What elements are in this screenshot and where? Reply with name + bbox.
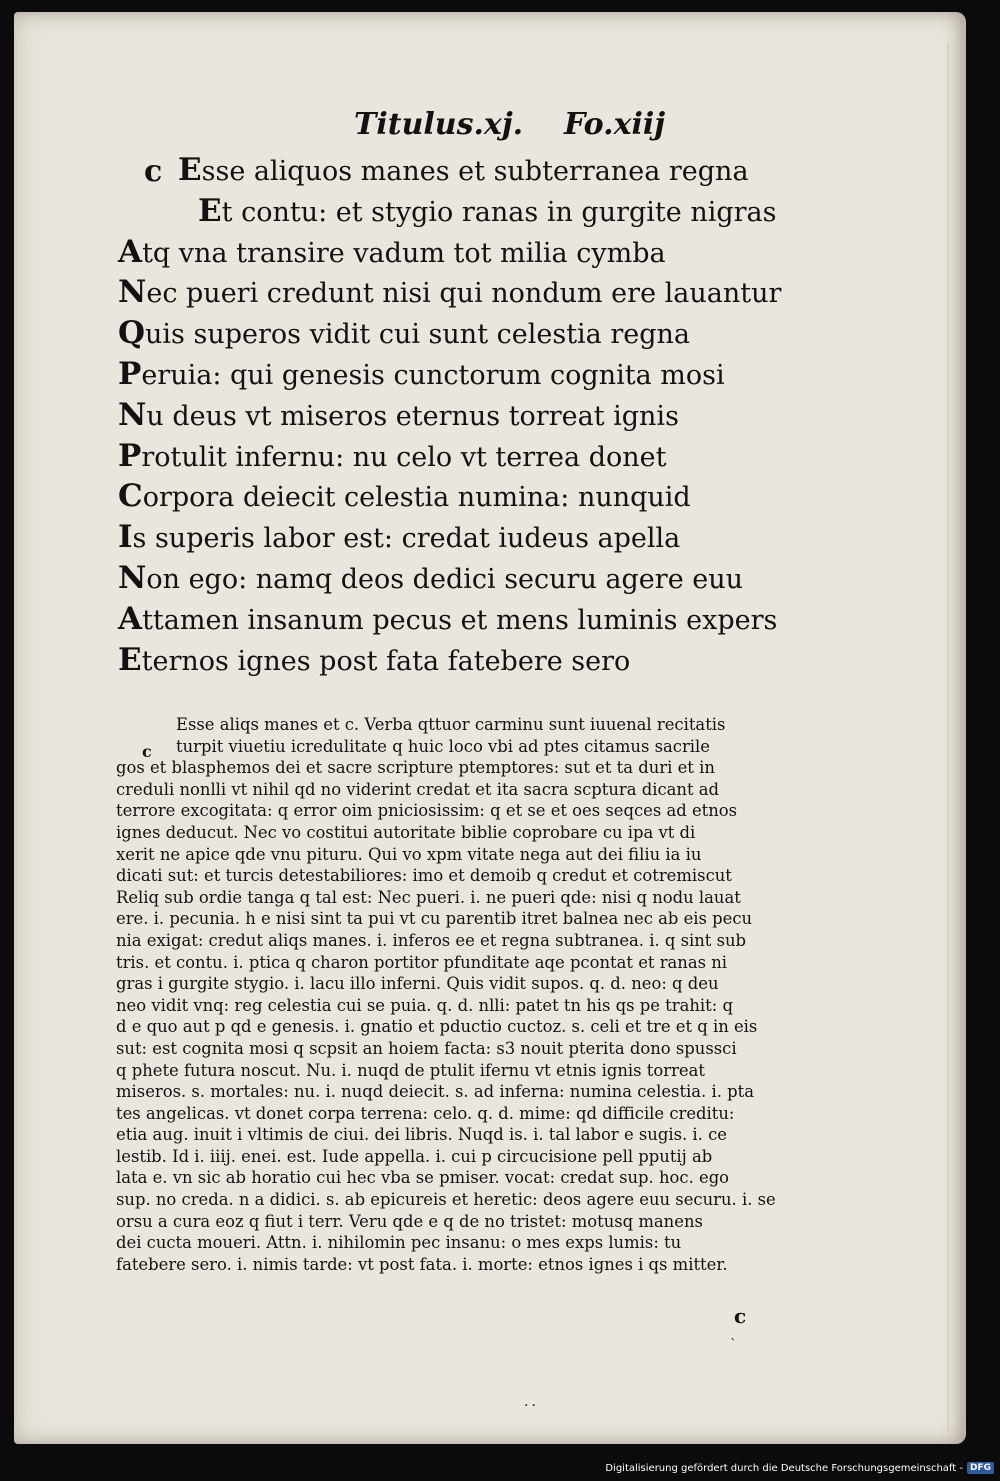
commentary-line: lata e. vn sic ab horatio cui hec vba se pmiser. vocat: credat sup. hoc. ego — [116, 1168, 730, 1188]
initial-letter: Q — [118, 315, 146, 352]
commentary-line: terrore excogitata: q error oim pniciosissim: q et se et oes seqces ad etnos — [116, 801, 738, 821]
signature-mark: c — [734, 1304, 747, 1328]
commentary-line: tes angelicas. vt donet corpa terrena: celo. q. d. mime: qd difficile creditu: — [116, 1103, 735, 1123]
running-header — [354, 107, 674, 147]
ink-mark: ` — [730, 1337, 737, 1353]
commentary-line: orsu a cura eoz q fiut i terr. Veru qde e q de no tristet: motusq manens — [116, 1211, 703, 1231]
header-title: Titulus.xj. — [354, 107, 524, 142]
verse-text: orpora deiecit celestia numina: nunquid — [142, 482, 691, 514]
verse-line — [118, 232, 798, 273]
initial-letter: N — [118, 559, 147, 596]
commentary-line: miseros. s. mortales: nu. i. nuqd deiecit. s. ad inferna: numina celestia. i. pta — [116, 1082, 754, 1102]
commentary-line: d e quo aut p qd e genesis. i. gnatio et pductio cuctoz. s. celi et tre et q in eis — [116, 1017, 758, 1037]
folio-number: Fo.xiij — [564, 107, 666, 142]
verse-text: s superis labor est: credat iudeus apella — [132, 523, 681, 555]
verse-text: ec pueri credunt nisi qui nondum ere lauantur — [146, 278, 782, 310]
verse-marker: c — [144, 154, 163, 189]
verse-text: eruia: qui genesis cunctorum cognita mosi — [141, 359, 725, 391]
book-page — [14, 12, 966, 1444]
ink-dots: .. — [524, 1394, 539, 1410]
commentary-line: Esse aliqs manes et c. Verba qttuor carminu sunt iuuenal recitatis — [176, 715, 726, 734]
verse-line — [118, 517, 798, 558]
dfg-logo: DFG — [967, 1462, 994, 1474]
initial-letter: E — [178, 152, 202, 188]
commentary-line: sup. no creda. n a didici. s. ab epicureis et heretic: deos agere euu securu. i. se — [116, 1190, 776, 1210]
initial-letter: C — [118, 478, 143, 515]
initial-letter: P — [118, 437, 142, 474]
verse-line — [118, 395, 798, 436]
verse-line — [118, 558, 798, 599]
initial-letter: A — [118, 233, 143, 270]
verse-text: rotulit infernu: nu celo vt terrea donet — [141, 441, 667, 473]
verse-text: t contu: et stygio ranas in gurgite nigras — [221, 196, 777, 228]
initial-letter: A — [118, 600, 143, 637]
initial-letter: N — [118, 274, 147, 311]
commentary-line: creduli nonlli vt nihil qd no viderint credat et ita sacra scptura dicant ad — [116, 779, 720, 799]
commentary-marker: c — [142, 742, 152, 761]
initial-letter: E — [198, 192, 222, 229]
commentary-line: etia aug. inuit i vltimis de ciui. dei libris. Nuqd is. i. tal labor e sugis. i. ce — [116, 1125, 727, 1145]
commentary-block — [116, 714, 811, 1275]
verse-line — [118, 476, 798, 517]
commentary-line: turpit viuetiu icredulitate q huic loco vbi ad ptes citamus sacrile — [176, 736, 710, 756]
commentary-line: xerit ne apice qde vnu pituru. Qui vo xpm vitate nega aut dei filiu ia iu — [116, 844, 702, 864]
commentary-line: gras i gurgite stygio. i. lacu illo inferni. Quis vidit supos. q. d. neo: q deu — [116, 974, 719, 994]
verse-text: u deus vt miseros eternus torreat ignis — [146, 400, 679, 432]
verse-line — [118, 150, 798, 191]
initial-letter: E — [118, 641, 142, 678]
verse-line — [118, 191, 798, 232]
verse-text: sse aliquos manes et subterranea regna — [201, 156, 749, 187]
verse-line — [118, 313, 798, 354]
commentary-line: nia exigat: credut aliqs manes. i. inferos ee et regna subtranea. i. q sint sub — [116, 930, 747, 950]
page-edge — [947, 42, 949, 1432]
commentary-line: dicati sut: et turcis detestabiliores: imo et demoib q credut et cotremiscut — [116, 866, 732, 886]
initial-letter: N — [118, 396, 147, 433]
verse-text: uis superos vidit cui sunt celestia regna — [145, 319, 691, 351]
verse-line — [118, 599, 798, 640]
verse-line — [118, 640, 798, 681]
commentary-line: tris. et contu. i. ptica q charon portitor pfunditate aqe pcontat et ranas ni — [116, 952, 728, 972]
verse-block — [118, 150, 798, 680]
footer-credit: Digitalisierung gefördert durch die Deutsche Forschungsgemeinschaft - — [605, 1462, 963, 1474]
digitization-footer — [605, 1461, 994, 1475]
verse-line — [118, 272, 798, 313]
commentary-line: ignes deducut. Nec vo costitui autoritate biblie coprobare cu ipa vt di — [116, 822, 696, 842]
commentary-line: ere. i. pecunia. h e nisi sint ta pui vt cu parentib itret balnea nec ab eis pecu — [116, 909, 753, 929]
verse-text: on ego: namq deos dedici securu agere euu — [146, 563, 744, 595]
verse-text: ttamen insanum pecus et mens luminis expers — [142, 604, 778, 636]
verse-text: tq vna transire vadum tot milia cymba — [142, 237, 666, 269]
initial-letter: P — [118, 355, 142, 392]
commentary-line: sut: est cognita mosi q scpsit an hoiem facta: s3 nouit pterita dono spussci — [116, 1038, 737, 1058]
commentary-line: q phete futura noscut. Nu. i. nuqd de ptulit ifernu vt etnis ignis torreat — [116, 1060, 705, 1080]
commentary-line: gos et blasphemos dei et sacre scripture ptemptores: sut et ta duri et in — [116, 758, 715, 778]
verse-line — [118, 354, 798, 395]
initial-letter: I — [118, 519, 133, 556]
commentary-line: fatebere sero. i. nimis tarde: vt post fata. i. morte: etnos ignes i qs mitter. — [116, 1254, 728, 1274]
verse-line — [118, 436, 798, 477]
commentary-line: lestib. Id i. iiij. enei. est. Iude appella. i. cui p circucisione pell pputij ab — [116, 1146, 713, 1166]
commentary-line: dei cucta moueri. Attn. i. nihilomin pec insanu: o mes exps lumis: tu — [116, 1233, 682, 1253]
commentary-line: Reliq sub ordie tanga q tal est: Nec pueri. i. ne pueri qde: nisi q nodu lauat — [116, 887, 741, 907]
verse-text: ternos ignes post fata fatebere sero — [141, 645, 631, 677]
commentary-line: neo vidit vnq: reg celestia cui se puia. q. d. nlli: patet tn his qs pe trahit: q — [116, 995, 733, 1015]
